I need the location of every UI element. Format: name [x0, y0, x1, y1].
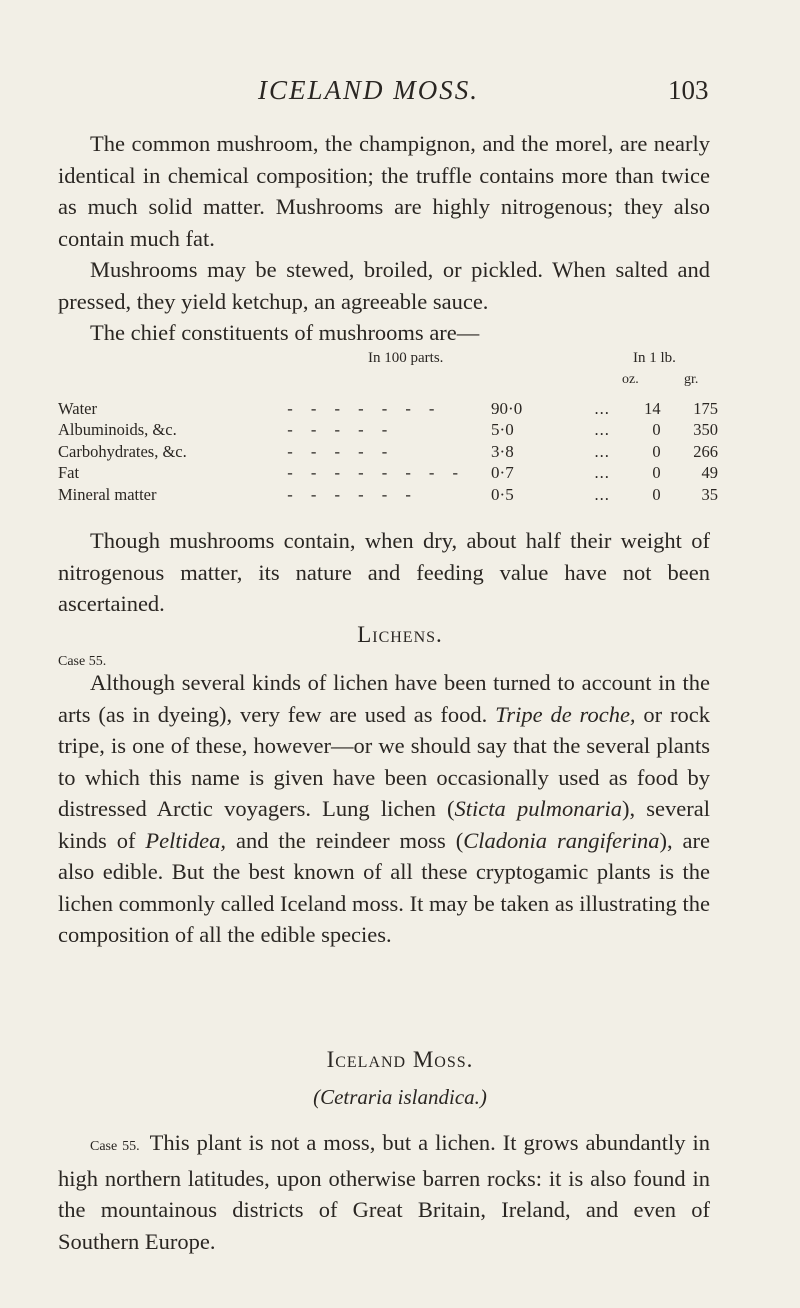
cladonia-name: Cladonia rangiferina — [463, 827, 660, 853]
paragraph-constituents-intro: The chief constituents of mushrooms are— — [90, 320, 480, 345]
row-leader: - - - - - - - - — [287, 463, 466, 483]
paragraph-mushroom-cooking: Mushrooms may be stewed, broiled, or pickled. When salted and pressed, they yield ketchup, an agreeable sauce. — [58, 257, 710, 314]
page-header — [0, 75, 800, 111]
row-percent: 0·7 — [491, 463, 514, 483]
row-oz: 0 — [652, 463, 661, 483]
running-title: ICELAND MOSS. — [258, 75, 479, 105]
lichens-text-4: and the reindeer moss ( — [226, 827, 464, 853]
heading-iceland-moss: Iceland Moss. — [326, 1047, 474, 1072]
row-percent: 90·0 — [491, 398, 523, 418]
table-row — [58, 398, 718, 420]
row-gr: 350 — [693, 420, 718, 440]
unit-gr: gr. — [684, 372, 699, 387]
row-gr: 49 — [701, 463, 718, 483]
row-percent: 5·0 — [491, 420, 514, 440]
row-percent: 3·8 — [491, 441, 514, 461]
iceland-moss-text: This plant is not a moss, but a lichen. It grows abundantly in high northern latitudes, upon otherwise barren rocks: it is also found in the mountainous districts of Great Britain, Ireland, and even of Southern Europe. — [58, 1130, 710, 1254]
row-ellipsis: ... — [594, 484, 610, 504]
sticta-name: Sticta pulmonaria — [454, 796, 622, 821]
table-row — [58, 484, 718, 506]
lichens-text-5: ), are also edible. But the best known of all these cryptogamic plants is the lichen commonly called Iceland moss. It may be taken as illustrating the composition of all the edible species. — [58, 827, 710, 947]
tripe-de-roche-name: Tripe de roche, — [495, 701, 636, 727]
unit-oz: oz. — [622, 372, 639, 387]
paragraph-mushroom-composition: The common mushroom, the champignon, and the morel, are nearly identical in chemical composition; the truffle contains more than twice as much solid matter. Mushrooms are highly nitrogenous; they also contain much fat. — [58, 131, 710, 251]
row-name: Albuminoids, &c. — [58, 420, 177, 440]
paragraph-nitrogenous-matter: Though mushrooms contain, when dry, about half their weight of nitrogenous matter, its nature and feeding value have not been ascertained. — [58, 528, 710, 616]
row-gr: 266 — [693, 441, 718, 461]
row-gr: 175 — [693, 398, 718, 418]
row-gr: 35 — [701, 484, 718, 504]
case-label-iceland-moss: Case 55. — [90, 1139, 140, 1154]
row-leader: - - - - - - — [287, 484, 418, 504]
lichens-text-2: or rock tripe, is one of these, however—or we should say that the several plants to which this name is given have been occasionally used as food by distressed Arctic voyagers. Lung lichen ( — [58, 701, 710, 821]
row-ellipsis: ... — [594, 463, 610, 483]
heading-lichens: Lichens. — [357, 622, 443, 647]
page-number: 103 — [668, 75, 709, 105]
row-ellipsis: ... — [594, 420, 610, 440]
row-oz: 0 — [652, 420, 661, 440]
row-oz: 0 — [652, 441, 661, 461]
row-name: Mineral matter — [58, 484, 157, 504]
column-header-parts: In 100 parts. — [368, 350, 444, 366]
lichens-text-1: Although several kinds of lichen have been turned to account in the arts (as in dyeing), very few are used as food. — [58, 670, 710, 727]
table-row — [58, 441, 718, 463]
paragraph-iceland-moss — [58, 1127, 710, 1257]
constituents-table — [58, 398, 718, 506]
case-label-lichens: Case 55. — [58, 654, 107, 669]
column-header-lb: In 1 lb. — [633, 350, 676, 366]
table-row — [58, 463, 718, 485]
row-oz: 14 — [644, 398, 661, 418]
lichens-text-3: ), several kinds of — [58, 796, 710, 853]
row-oz: 0 — [652, 484, 661, 504]
subheading-cetraria: (Cetraria islandica.) — [313, 1085, 487, 1109]
row-ellipsis: ... — [594, 398, 610, 418]
row-percent: 0·5 — [491, 484, 514, 504]
peltidea-name: Peltidea, — [145, 827, 227, 853]
row-leader: - - - - - — [287, 420, 395, 440]
row-leader: - - - - - — [287, 441, 395, 461]
row-name: Fat — [58, 463, 80, 483]
row-name: Water — [58, 398, 97, 418]
table-row — [58, 420, 718, 442]
row-leader: - - - - - - - — [287, 398, 442, 418]
row-ellipsis: ... — [594, 441, 610, 461]
paragraph-lichens — [58, 667, 710, 951]
row-name: Carbohydrates, &c. — [58, 441, 187, 461]
